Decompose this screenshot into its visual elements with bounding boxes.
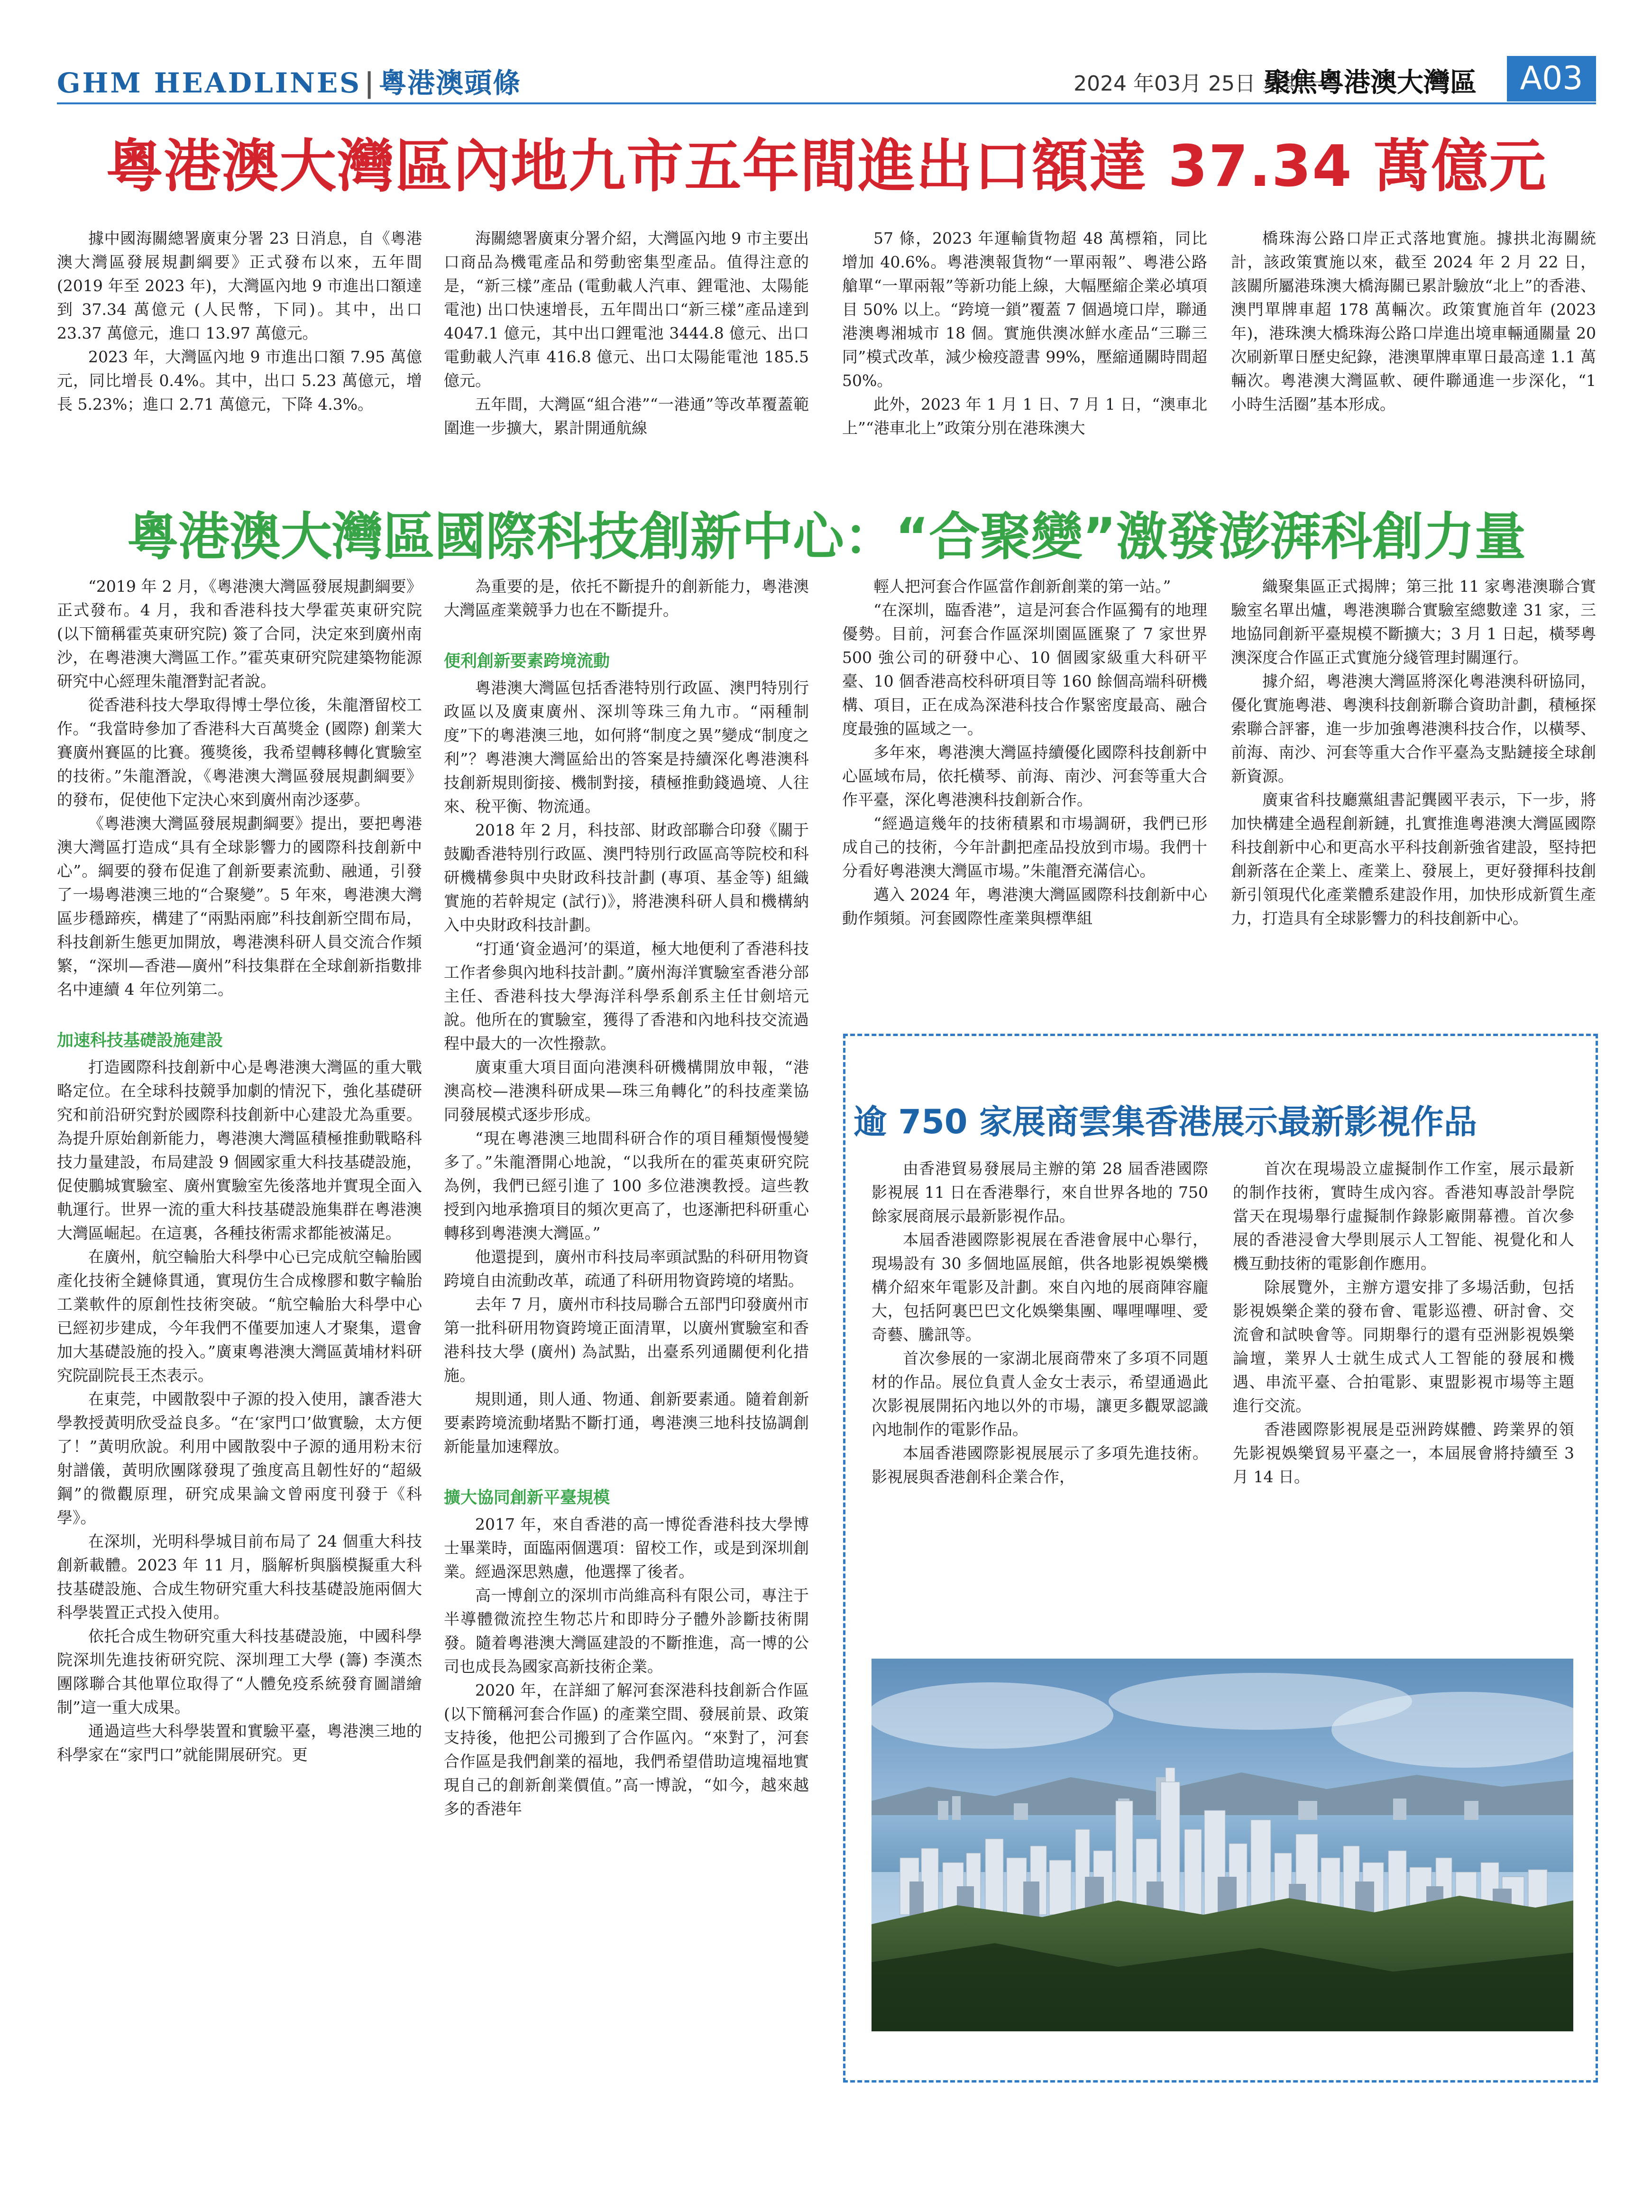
article2-column-4: [1231, 575, 1596, 1001]
brand-en: GHM HEADLINES: [57, 67, 362, 99]
paragraph: 粵港澳大灣區包括香港特別行政區、澳門特別行政區以及廣東廣州、深圳等珠三角九市。“兩種制度”下的粵港澳三地，如何將“制度之異”變成“制度之利”？粵港澳大灣區給出的答案是持續深化粵港澳科技創新規則銜接、機制對接，積極推動錢過境、人往來、稅平衡、物流通。: [444, 679, 809, 816]
paragraph: 《粵港澳大灣區發展規劃綱要》提出，要把粵港澳大灣區打造成“具有全球影響力的國際科技創新中心”。綱要的發布促進了創新要素流動、融通，引發了一場粵港澳三地的“合聚變”。5 年來，粵港澳大灣區步穩蹄疾，構建了“兩點兩廊”科技創新空間布局，科技創新生態更加開放，粵港澳科研人員交流合作頻繁，“深圳—香港—廣州”科技集群在全球創新指數排名中連續 4 年位列第二。: [57, 814, 422, 999]
paragraph: 橋珠海公路口岸正式落地實施。據拱北海關統計，該政策實施以來，截至 2024 年 2 月 22 日，該關所屬港珠澳大橋海關已累計驗放“北上”的香港、澳門單牌車超 178 萬輛次。政策實施首年 (2023 年)，港珠澳大橋珠海公路口岸進出境車輛通關量 20 次刷新單日歷史紀錄，港澳單牌車單日最高達 1.1 萬輛次。粵港澳大灣區軟、硬件聯通進一步深化，“1 小時生活圈”基本形成。: [1231, 229, 1596, 413]
subheading: 擴大協同創新平臺規模: [444, 1488, 610, 1507]
article1-column-2: [444, 227, 809, 483]
paragraph: 邁入 2024 年，粵港澳大灣區國際科技創新中心動作頻頻。河套國際性產業與標準組: [842, 885, 1207, 927]
paragraph: 多年來，粵港澳大灣區持續優化國際科技創新中心區域布局，依托橫琴、前海、南沙、河套等重大合作平臺，深化粵港澳科技創新合作。: [842, 743, 1207, 809]
paragraph: 打造國際科技創新中心是粵港澳大灣區的重大戰略定位。在全球科技競爭加劇的情況下，強化基礎研究和前沿研究對於國際科技創新中心建設尤為重要。為提升原始創新能力，粵港澳大灣區積極推動戰略科技力量建設，布局建設 9 個國家重大科技基礎設施，促使鵬城實驗室、廣州實驗室先後落地并實現全面入軌運行。世界一流的重大科技基礎設施集群在粵港澳大灣區崛起。在這裏，各種技術需求都能被滿足。: [57, 1058, 422, 1242]
paragraph: 去年 7 月，廣州市科技局聯合五部門印發廣州市第一批科研用物資跨境正面清單，以廣州實驗室和香港科技大學 (廣州) 為試點，出臺系列通關便利化措施。: [444, 1295, 809, 1385]
paragraph: 五年間，大灣區“組合港”“一港通”等改革覆蓋範圍進一步擴大，累計開通航線: [444, 395, 809, 437]
paragraph: “2019 年 2 月，《粵港澳大灣區發展規劃綱要》正式發布。4 月，我和香港科技大學霍英東研究院 (以下簡稱霍英東研究院) 簽了合同，決定來到廣州南沙，在粵港澳大灣區工作。”霍英東研究院建築物能源研究中心經理朱龍潛對記者說。: [57, 577, 422, 690]
paragraph: 高一博創立的深圳市尚維高科有限公司，專注于半導體微流控生物芯片和即時分子體外診斷技術開發。隨着粵港澳大灣區建設的不斷推進，高一博的公司也成長為國家高新技術企業。: [444, 1586, 809, 1676]
paragraph: 首次在現場設立虛擬制作工作室，展示最新的制作技術，實時生成內容。香港知專設計學院當天在現場舉行虛擬制作錄影廠開幕禮。首次參展的香港浸會大學則展示人工智能、視覺化和人機互動技術的電影創作應用。: [1233, 1159, 1574, 1273]
brand-cn: 粵港澳頭條: [379, 67, 522, 99]
skyline-illustration: [872, 1659, 1573, 2031]
page-number: A03: [1507, 56, 1596, 101]
paragraph: 海關總署廣東分署介紹，大灣區內地 9 市主要出口商品為機電產品和勞動密集型產品。值得注意的是，“新三樣”產品 (電動載人汽車、鋰電池、太陽能電池) 出口快速增長，五年間出口“新三樣”產品達到 4047.1 億元，其中出口鋰電池 3444.8 億元、出口電動載人汽車 416.8 億元、出口太陽能電池 185.5 億元。: [444, 229, 809, 390]
paragraph: 2017 年，來自香港的高一博從香港科技大學博士畢業時，面臨兩個選項：留校工作，或是到深圳創業。經過深思熟慮，他選擇了後者。: [444, 1515, 809, 1581]
article3-column-2: [1233, 1157, 1574, 1636]
paragraph: “打通‘資金過河’的渠道，極大地便利了香港科技工作者參與內地科技計劃。”廣州海洋實驗室香港分部主任、香港科技大學海洋科學系創系主任甘劍培元說。他所在的實驗室，獲得了香港和內地科技交流過程中最大的一次性撥款。: [444, 939, 809, 1053]
subheading: 便利創新要素跨境流動: [444, 652, 610, 671]
paragraph: 廣東省科技廳黨組書記龔國平表示，下一步，將加快構建全過程創新鏈，扎實推進粵港澳大灣區國際科技創新中心和更高水平科技創新強省建設，堅持把創新落在企業上、產業上、發展上，更好發揮科技創新引領現代化產業體系建設作用，加快形成新質生產力，打造具有全球影響力的科技創新中心。: [1231, 790, 1596, 927]
paragraph: 本屆香港國際影視展在香港會展中心舉行，現場設有 30 多個地區展館，供各地影視娛樂機構介紹來年電影及計劃。來自內地的展商陣容龐大，包括阿裏巴巴文化娛樂集團、嗶哩嗶哩、愛奇藝、騰訊等。: [872, 1230, 1208, 1344]
article2-headline: 粵港澳大灣區國際科技創新中心：“合聚變”激發澎湃科創力量: [127, 507, 1526, 567]
paragraph: “現在粵港澳三地間科研合作的項目種類慢慢變多了。”朱龍潛開心地說，“以我所在的霍英東研究院為例，我們已經引進了 100 多位港澳教授。這些教授到內地承擔項目的頻次更高了，也逐漸把科研重心轉移到粵港澳大灣區。”: [444, 1129, 809, 1242]
paragraph: 除展覽外，主辦方還安排了多場活動，包括影視娛樂企業的發布會、電影巡禮、研討會、交流會和試映會等。同期舉行的還有亞洲影視娛樂論壇，業界人士就生成式人工智能的發展和機遇、串流平臺、合拍電影、東盟影視市場等主題進行交流。: [1233, 1278, 1574, 1415]
article2-column-2: [444, 575, 809, 2187]
article3-column-1: [872, 1157, 1208, 1636]
paragraph: 57 條，2023 年運輸貨物超 48 萬標箱，同比增加 40.6%。粵港澳報貨物“一單兩報”、粵港公路艙單“一單兩報”等新功能上線，大幅壓縮企業必填項目 50% 以上。“跨境一鎖”覆蓋 7 個過境口岸，聯通港澳粵湘城市 18 個。實施供澳冰鮮水產品“三聯三同”模式改革，減少檢疫證書 99%，壓縮通關時間超 50%。: [842, 229, 1207, 390]
section-title: 聚焦粵港澳大灣區: [1264, 67, 1477, 98]
paragraph: 他還提到，廣州市科技局率頭試點的科研用物資跨境自由流動改革，疏通了科研用物資跨境的堵點。: [444, 1248, 809, 1290]
masthead: [57, 61, 521, 101]
article1-column-1: [57, 227, 422, 483]
paragraph: 香港國際影視展是亞洲跨媒體、跨業界的領先影視娛樂貿易平臺之一，本屆展會將持續至 3 月 14 日。: [1233, 1420, 1574, 1486]
paragraph: “經過這幾年的技術積累和市場調研，我們已形成自己的技術，今年計劃把產品投放到市場。我們十分看好粵港澳大灣區市場。”朱龍潛充滿信心。: [842, 814, 1207, 880]
paragraph: 據介紹，粵港澳大灣區將深化粵港澳科研協同，優化實施粵港、粵澳科技創新聯合資助計劃，積極探索聯合評審，進一步加強粵港澳科技合作，以橫琴、前海、南沙、河套等重大合作平臺為支點鏈接全球創新資源。: [1231, 672, 1596, 785]
subheading: 加速科技基礎設施建設: [57, 1031, 223, 1050]
issue-date: 2024 年03月 25日 星期一: [1074, 72, 1325, 96]
article2-column-3: [842, 575, 1207, 1001]
paragraph: 在深圳，光明科學城目前布局了 24 個重大科技創新載體。2023 年 11 月，腦解析與腦模擬重大科技基礎設施、合成生物研究重大科技基礎設施兩個大科學裝置正式投入使用。: [57, 1532, 422, 1622]
hong-kong-skyline-photo: [872, 1659, 1573, 2031]
article1-headline: 粵港澳大灣區內地九市五年間進出口額達 37.34 萬億元: [106, 134, 1547, 200]
paragraph: 此外，2023 年 1 月 1 日、7 月 1 日，“澳車北上”“港車北上”政策分別在港珠澳大: [842, 395, 1207, 437]
paragraph: 為重要的是，依托不斷提升的創新能力，粵港澳大灣區產業競爭力也在不斷提升。: [444, 577, 809, 619]
paragraph: 2018 年 2 月，科技部、財政部聯合印發《關于鼓勵香港特別行政區、澳門特別行政區高等院校和科研機構參與中央財政科技計劃 (專項、基金等) 組織實施的若幹規定 (試行)》，將港澳科研人員和機構納入中央財政科技計劃。: [444, 821, 809, 934]
paragraph: 輕人把河套合作區當作創新創業的第一站。”: [873, 577, 1171, 596]
paragraph: 由香港貿易發展局主辦的第 28 屆香港國際影視展 11 日在香港舉行，來自世界各地的 750 餘家展商展示最新影視作品。: [872, 1159, 1208, 1225]
paragraph: 2020 年，在詳細了解河套深港科技創新合作區 (以下簡稱河套合作區) 的產業空間、發展前景、政策支持後，他把公司搬到了合作區內。“來對了，河套合作區是我們創業的福地，我們希望借助這塊福地實現自己的創新創業價值。”高一博說，“如今，越來越多的香港年: [444, 1681, 809, 1818]
paragraph: “在深圳，臨香港”，這是河套合作區獨有的地理優勢。目前，河套合作區深圳園區匯聚了 7 家世界 500 強公司的研發中心、10 個國家級重大科研平臺、10 個香港高校科研項目等 160 餘個高端科研機構、項目，正在成為深港科技合作緊密度最高、融合度最強的區域之一。: [842, 601, 1207, 738]
paragraph: 廣東重大項目面向港澳科研機構開放申報，“港澳高校—港澳科研成果—珠三角轉化”的科技產業協同發展模式逐步形成。: [444, 1058, 809, 1124]
paragraph: 在東莞，中國散裂中子源的投入使用，讓香港大學教授黃明欣受益良多。“在‘家門口’做實驗，太方便了！”黃明欣說。利用中國散裂中子源的通用粉末衍射譜儀，黃明欣團隊發現了強度高且韌性好的“超級鋼”的微觀原理，研究成果論文曾兩度刊發于《科學》。: [57, 1390, 422, 1527]
paragraph: 本屆香港國際影視展展示了多項先進技術。影視展與香港創科企業合作，: [872, 1444, 1208, 1486]
article3-headline: 逾 750 家展商雲集香港展示最新影視作品: [854, 1102, 1477, 1141]
article1-column-4: [1231, 227, 1596, 483]
article2-column-1: [57, 575, 422, 2187]
paragraph: 依托合成生物研究重大科技基礎設施，中國科學院深圳先進技術研究院、深圳理工大學 (籌) 李漢杰團隊聯合其他單位取得了“人體免疫系統發育圖譜繪制”這一重大成果。: [57, 1627, 422, 1716]
paragraph: 織聚集區正式揭牌；第三批 11 家粵港澳聯合實驗室名單出爐，粵港澳聯合實驗室總數達 31 家，三地協同創新平臺規模不斷擴大；3 月 1 日起，橫琴粵澳深度合作區正式實施分綫管理封關運行。: [1231, 577, 1596, 667]
paragraph: 首次參展的一家湖北展商帶來了多項不同題材的作品。展位負責人金女士表示，希望通過此次影視展開拓內地以外的市場，讓更多觀眾認識內地制作的電影作品。: [872, 1349, 1208, 1439]
header-rule: [57, 102, 1596, 104]
paragraph: 通過這些大科學裝置和實驗平臺，粵港澳三地的科學家在“家門口”就能開展研究。更: [57, 1722, 422, 1764]
paragraph: 在廣州，航空輪胎大科學中心已完成航空輪胎國產化技術全鏈條貫通，實現仿生合成橡膠和數字輪胎工業軟件的原創性技術突破。“航空輪胎大科學中心已經初步建成，今年我們不僅要加速人才聚集，還會加大基礎設施的投入。”廣東粵港澳大灣區黃埔材料研究院副院長王杰表示。: [57, 1248, 422, 1385]
paragraph: 從香港科技大學取得博士學位後，朱龍潛留校工作。“我當時參加了香港科大百萬獎金 (國際) 創業大賽廣州賽區的比賽。獲獎後，我希望轉移轉化實驗室的技術。”朱龍潛說，《粵港澳大灣區發展規劃綱要》的發布，促使他下定決心來到廣州南沙逐夢。: [57, 696, 422, 809]
paragraph: 據中國海關總署廣東分署 23 日消息，自《粵港澳大灣區發展規劃綱要》正式發布以來，五年間 (2019 年至 2023 年)，大灣區內地 9 市進出口額達到 37.34 萬億元 (人民幣，下同)。其中，出口 23.37 萬億元，進口 13.97 萬億元。: [57, 229, 422, 342]
paragraph: 規則通，則人通、物通、創新要素通。隨着創新要素跨境流動堵點不斷打通，粵港澳三地科技協調創新能量加速釋放。: [444, 1390, 809, 1456]
brand-separator: |: [364, 67, 376, 99]
article1-column-3: [842, 227, 1207, 483]
paragraph: 2023 年，大灣區內地 9 市進出口額 7.95 萬億元，同比增長 0.4%。其中，出口 5.23 萬億元，增長 5.23%；進口 2.71 萬億元，下降 4.3%。: [57, 348, 422, 413]
